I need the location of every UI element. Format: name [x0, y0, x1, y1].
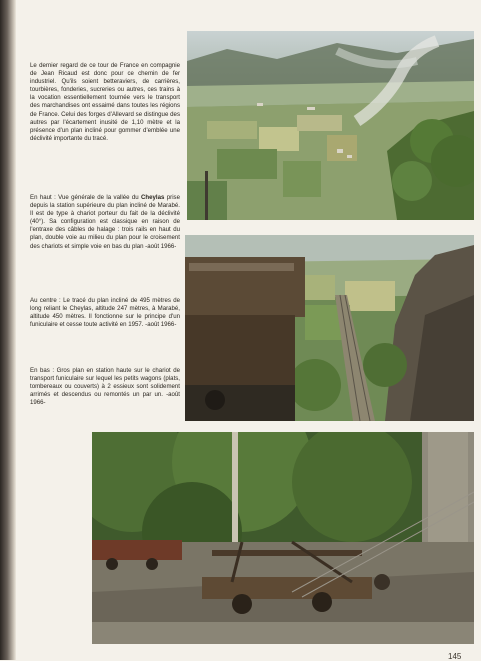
caption-top-place: Cheylas: [141, 194, 165, 201]
photo-wagon-top-station: [92, 432, 474, 644]
photo-valley-overview: [187, 31, 474, 220]
book-spine-shadow: [0, 0, 16, 660]
intro-paragraph: Le dernier regard de ce tour de France en compagnie de Jean Ricaud est donc pour ce chemin de fer industriel. Qu'ils soient betteraviers, de carrières, tourbières, fonderies, sucreries ou autres, ces trains à la vocation essentiellement tournée vers le transport des marchandises ont essaimé dans toutes les régions de France. Celui des forges d'Allevard se distingue des autres par l'écartement inusité de 1,10 mètre et la présence d'un plan incliné pour gommer d'emblée une déclivité importante du tracé.: [30, 62, 180, 142]
caption-bottom: En bas : Gros plan en station haute sur le chariot de transport funiculaire sur lequel les petits wagons (plats, tombereaux ou couverts) à 2 essieux sont solidement arrimés et descendus ou remontés un par un. -août 1966-: [30, 367, 180, 407]
caption-top: [30, 194, 180, 251]
photo-incline-track: [185, 235, 474, 421]
caption-top-lead: En haut : Vue générale de la vallée du: [30, 194, 142, 201]
caption-top-body: prise depuis la station supérieure du plan incliné de Marabé. Il est de type à chariot porteur du fait de la déclivité (40°). Sa configuration est classique en raison de l'entraxe des câbles de halage : trois rails en haut du plan, double voie au milieu du plan pour le croisement des chariots et simple voie en bas du plan -août 1966-: [30, 194, 180, 250]
page-number: 145: [448, 652, 462, 661]
caption-middle: Au centre : Le tracé du plan incliné de 495 mètres de long reliant le Cheylas, altitude 247 mètres, à Marabé, altitude 450 mètres. Il fonctionne sur le principe d'un funiculaire et cesse toute activité en 1957. -août 1966-: [30, 297, 180, 329]
